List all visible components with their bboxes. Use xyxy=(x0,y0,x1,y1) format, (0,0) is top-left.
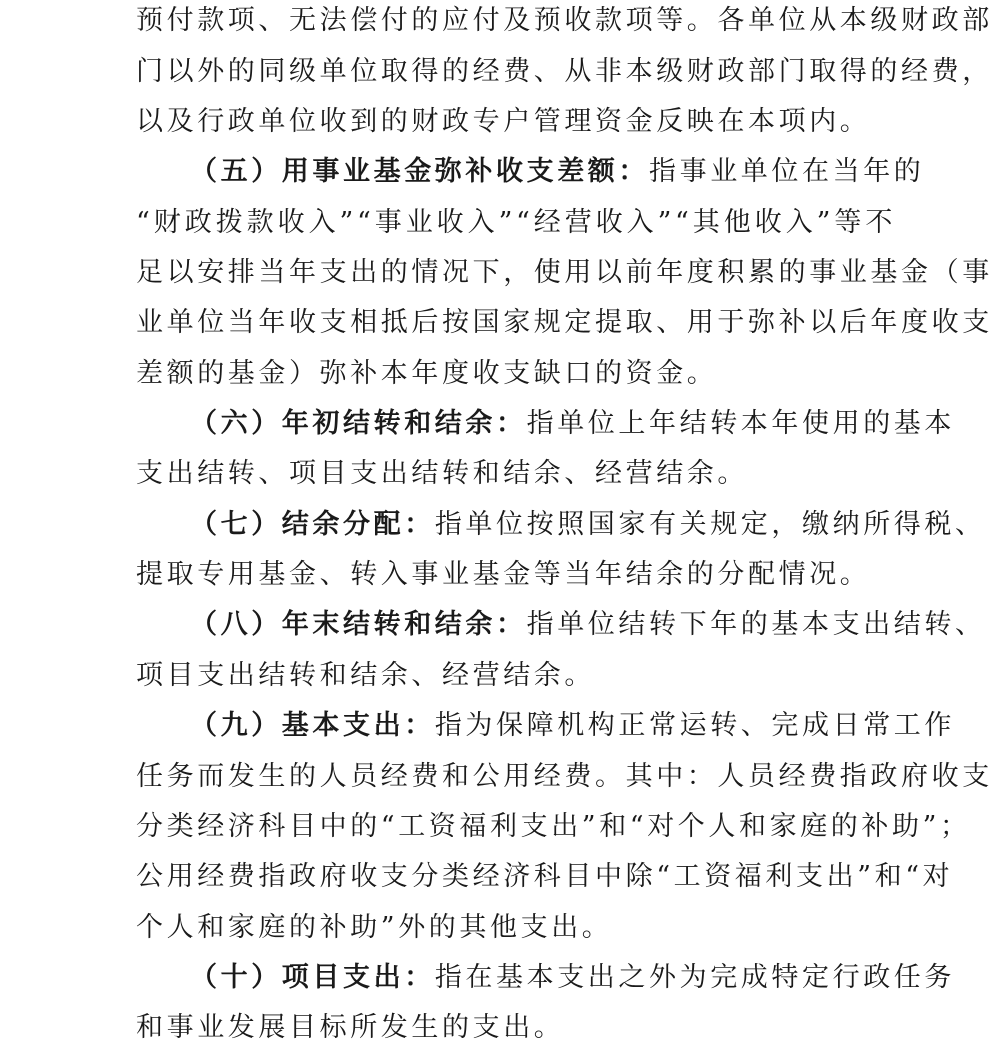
text-line xyxy=(136,1011,896,1045)
line-text: “财政拨款收入”“事业收入”“经营收入”“其他收入”等不 xyxy=(136,207,896,238)
line-text: 门以外的同级单位取得的经费、从非本级财政部门取得的经费， xyxy=(136,56,993,87)
text-line xyxy=(136,4,993,38)
line-text: 业单位当年收支相抵后按国家规定提取、用于弥补以后年度收支 xyxy=(136,307,993,338)
line-text: 项目支出结转和结余、经营结余。 xyxy=(136,660,595,691)
section-heading-7: （七）结余分配： xyxy=(190,509,435,540)
text-line xyxy=(136,206,896,240)
text-line xyxy=(136,357,896,391)
line-text: 以及行政单位收到的财政专户管理资金反映在本项内。 xyxy=(136,106,871,137)
section-heading-8: （八）年末结转和结余： xyxy=(190,609,527,640)
paragraph-start-10 xyxy=(190,961,956,995)
text-line xyxy=(136,105,896,139)
line-text: 个人和家庭的补助”外的其他支出。 xyxy=(136,912,613,943)
section-heading-6: （六）年初结转和结余： xyxy=(190,408,527,439)
line-text: 足以安排当年支出的情况下，使用以前年度积累的事业基金（事 xyxy=(136,257,993,288)
paragraph-start-5 xyxy=(190,155,925,189)
paragraph-start-6 xyxy=(190,407,956,441)
line-text: 预付款项、无法偿付的应付及预收款项等。各单位从本级财政部 xyxy=(136,5,993,36)
line-text: 支出结转、项目支出结转和结余、经营结余。 xyxy=(136,458,748,489)
text-line xyxy=(136,558,896,592)
line-text: 指为保障机构正常运转、完成日常工作 xyxy=(434,710,956,741)
line-text: 指单位结转下年的基本支出结转、 xyxy=(526,609,986,640)
paragraph-start-8 xyxy=(190,608,986,642)
line-text: 指单位上年结转本年使用的基本 xyxy=(526,408,956,439)
line-text: 和事业发展目标所发生的支出。 xyxy=(136,1012,565,1043)
line-text: 指单位按照国家有关规定，缴纳所得税、 xyxy=(434,509,986,540)
line-text: 分类经济科目中的“工资福利支出”和“对个人和家庭的补助”； xyxy=(136,811,971,842)
text-line xyxy=(136,457,896,491)
paragraph-start-9 xyxy=(190,709,956,743)
line-text: 提取专用基金、转入事业基金等当年结余的分配情况。 xyxy=(136,559,871,590)
line-text: 指事业单位在当年的 xyxy=(649,156,925,187)
text-line xyxy=(136,810,971,844)
section-heading-9: （九）基本支出： xyxy=(190,710,435,741)
section-heading-10: （十）项目支出： xyxy=(190,962,435,993)
paragraph-start-7 xyxy=(190,508,986,542)
text-line xyxy=(136,860,954,894)
text-line xyxy=(136,760,993,794)
line-text: 差额的基金）弥补本年度收支缺口的资金。 xyxy=(136,358,718,389)
text-line xyxy=(136,55,993,89)
text-line xyxy=(136,256,993,290)
line-text: 指在基本支出之外为完成特定行政任务 xyxy=(434,962,956,993)
text-line xyxy=(136,306,993,340)
section-heading-5: （五）用事业基金弥补收支差额： xyxy=(190,156,649,187)
line-text: 任务而发生的人员经费和公用经费。其中：人员经费指政府收支 xyxy=(136,761,993,792)
text-line xyxy=(136,659,896,693)
text-line xyxy=(136,911,896,945)
line-text: 公用经费指政府收支分类经济科目中除“工资福利支出”和“对 xyxy=(136,861,954,892)
